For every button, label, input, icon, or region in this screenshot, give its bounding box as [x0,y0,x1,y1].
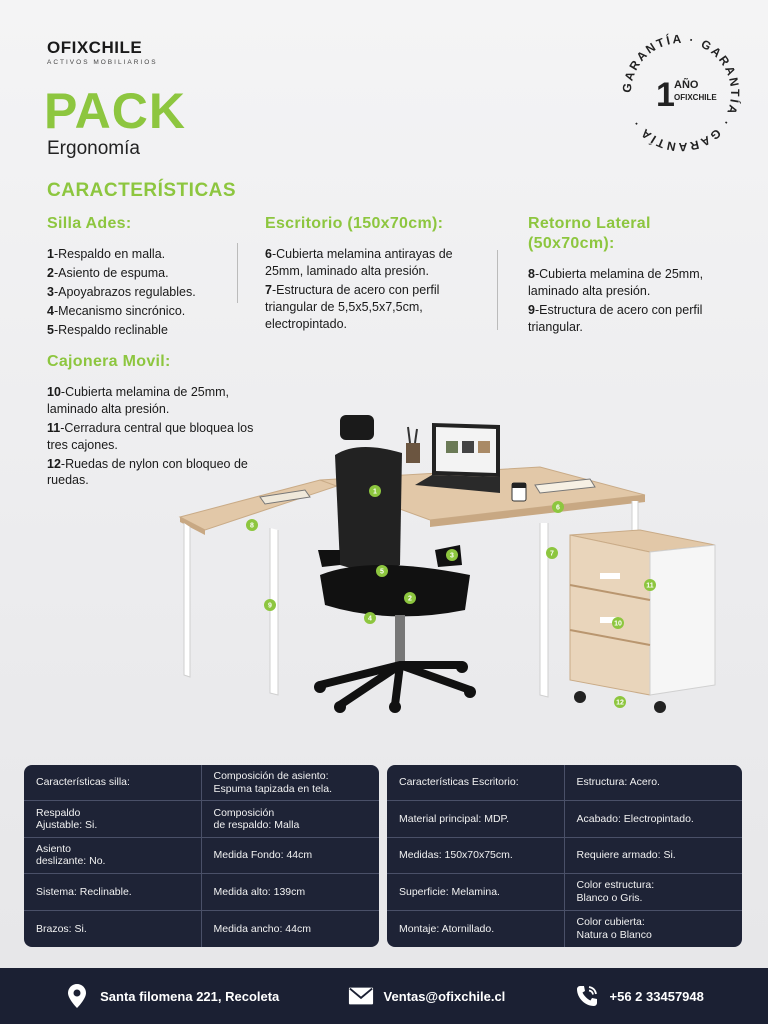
silla-item [47,246,237,263]
spec-cell [202,801,380,837]
spec-text: Composición de asiento: Espuma tapizada en tela. [213,770,332,795]
caster [456,661,468,673]
item-number: 1 [47,247,54,261]
spec-text: Sistema: Reclinable. [36,885,132,898]
divider [237,243,238,303]
item-text: -Ruedas de nylon con bloqueo de ruedas. [47,456,248,488]
item-text: -Asiento de espuma. [53,265,169,280]
furniture-illustration [170,405,730,735]
leg [540,523,548,697]
spec-text: Medida alto: 139cm [213,885,306,898]
spec-text: Acabado: Electropintado. [576,812,694,825]
item-number: 7 [265,282,272,297]
caster [654,701,666,713]
spec-cell [202,765,380,801]
item-number: 2 [47,265,54,280]
specs-table [24,765,742,947]
caster [464,686,476,698]
spec-text: Requiere armado: Si. [576,849,676,862]
spec-cell [24,801,202,837]
chair-back [335,447,402,570]
silla-item [47,322,237,339]
footer-address [64,983,279,1009]
phone-text[interactable]: +56 2 33457948 [609,988,704,1004]
marker-label: 10 [614,620,622,628]
email-text[interactable]: Ventas@ofixchile.cl [383,988,506,1004]
marker-label: 7 [550,550,554,558]
footer-phone[interactable] [574,983,704,1009]
marker-label: 6 [556,504,560,512]
item-text: -Estructura de acero con perfil triangular de 5,5x5,5x7,5cm, electropintado. [265,282,440,331]
section-title: CARACTERÍSTICAS [47,180,237,201]
spec-text: Color estructura: Blanco o Gris. [576,879,655,904]
chair-armrest [318,550,340,567]
item-text: -Mecanismo sincrónico. [53,303,186,318]
pencil-cup [406,443,420,463]
location-pin-icon [64,983,90,1009]
escritorio-column [265,214,485,334]
seal-brand: OFIXCHILE [674,93,717,102]
silla-item [47,265,237,282]
spec-cell [565,911,743,947]
spec-text: Color cubierta: Natura o Blanco [576,916,652,941]
retorno-list [528,266,728,336]
item-text: -Respaldo reclinable [53,322,168,337]
spec-cell [387,911,565,947]
spec-cell [24,874,202,910]
divider [497,250,498,330]
spec-text: Asiento deslizante: No. [36,842,106,868]
marker-label: 11 [646,582,654,590]
seal-number: 1 [656,76,675,114]
caster [574,691,586,703]
silla-item [47,284,237,301]
marker-label: 9 [268,602,272,610]
spec-cell [24,765,202,801]
drawer-side [650,545,715,695]
spec-text: Composición de respaldo: Malla [213,806,300,832]
escritorio-item [265,282,485,333]
brand-name-b: CHILE [88,38,143,57]
retorno-title: Retorno Lateral (50x70cm): [528,215,651,252]
chair-base [320,665,470,705]
caster [314,681,326,693]
retorno-item [528,266,728,300]
item-text: -Cubierta melamina de 25mm, laminado alta presión. [47,385,230,416]
brand-tagline: ACTIVOS MOBILIARIOS [47,59,158,66]
seal-label: AÑO [674,79,699,91]
spec-text: Superficie: Melamina. [399,885,500,898]
spec-cell [202,838,380,874]
mail-icon [348,983,374,1009]
spec-cell [24,911,202,947]
spec-text: Montaje: Atornillado. [399,922,495,935]
spec-text: Medidas: 150x70x75cm. [399,849,513,862]
pencil [408,427,410,443]
caster [334,701,346,713]
item-text: -Respaldo en malla. [53,247,166,261]
item-number: 11 [47,420,61,435]
spec-cell [24,838,202,874]
specs-desk-panel [387,765,742,947]
caster [389,701,401,713]
marker-label: 12 [616,699,624,707]
drawer-front [570,535,650,695]
spec-cell [202,911,380,947]
spec-cell [565,801,743,837]
item-number: 5 [47,322,54,337]
item-text: -Apoyabrazos regulables. [53,284,196,299]
spec-cell [387,765,565,801]
page-title: PACK [44,83,186,139]
chair-headrest [340,415,374,440]
drawer-handle [600,573,620,579]
spec-text: Medida Fondo: 44cm [213,849,313,862]
laptop-content [462,441,474,453]
item-text: -Cerradura central que bloquea los tres cajones. [47,420,254,452]
footer [0,968,768,1024]
chair-piston [395,615,405,665]
spec-text: Material principal: MDP. [399,812,510,825]
brand-logo [47,38,158,66]
spec-cell [565,765,743,801]
pencil [415,429,417,443]
item-text: -Cubierta melamina antirayas de 25mm, laminado alta presión. [265,247,453,278]
marker-label: 3 [450,552,454,560]
return-top [180,480,340,530]
escritorio-list [265,246,485,332]
item-text: -Cubierta melamina de 25mm, laminado alta presión. [528,267,704,298]
marker-label: 2 [408,595,412,603]
spec-text: Medida ancho: 44cm [213,922,311,935]
spec-cell [202,874,380,910]
item-number: 10 [47,385,61,399]
item-number: 8 [528,267,535,281]
marker-label: 1 [373,488,377,496]
escritorio-title: Escritorio (150x70cm): [265,215,444,232]
coffee-lid [512,483,526,488]
spec-cell [387,838,565,874]
spec-text: Respaldo Ajustable: Si. [36,806,98,832]
specs-chair-panel [24,765,379,947]
address-text: Santa filomena 221, Recoleta [100,988,280,1004]
spec-text: Características Escritorio: [399,776,519,789]
phone-icon [574,983,600,1009]
spec-text: Brazos: Si. [36,922,87,935]
item-number: 9 [528,302,535,317]
item-number: 12 [47,456,61,471]
leg [184,523,190,677]
silla-column [47,214,237,340]
silla-item [47,303,237,320]
spec-cell [565,838,743,874]
seal-ring-text: GARANTÍA · GARANTÍA · GARANTÍA · [619,31,743,155]
page-subtitle: Ergonomía [47,138,140,159]
laptop-content [478,441,490,453]
spec-cell [387,801,565,837]
item-number: 3 [47,284,54,299]
retorno-column [528,214,728,338]
marker-label: 5 [380,568,384,576]
spec-cell [387,874,565,910]
cajonera-title: Cajonera Movil: [47,353,171,370]
escritorio-item [265,246,485,280]
brand-name-a: OFIX [47,38,89,57]
spec-text: Estructura: Acero. [576,776,660,789]
item-number: 6 [265,247,272,261]
chair-seat [320,565,470,616]
item-number: 4 [47,303,54,318]
item-text: -Estructura de acero con perfil triangular. [528,302,703,334]
retorno-item [528,302,728,336]
leg [270,528,278,695]
silla-list [47,246,237,338]
warranty-seal [616,28,746,158]
marker-label: 8 [250,522,254,530]
laptop-content [446,441,458,453]
silla-title: Silla Ades: [47,215,132,232]
spec-text: Características silla: [36,776,130,789]
spec-cell [565,874,743,910]
marker-label: 4 [368,615,372,623]
footer-email[interactable] [348,983,506,1009]
